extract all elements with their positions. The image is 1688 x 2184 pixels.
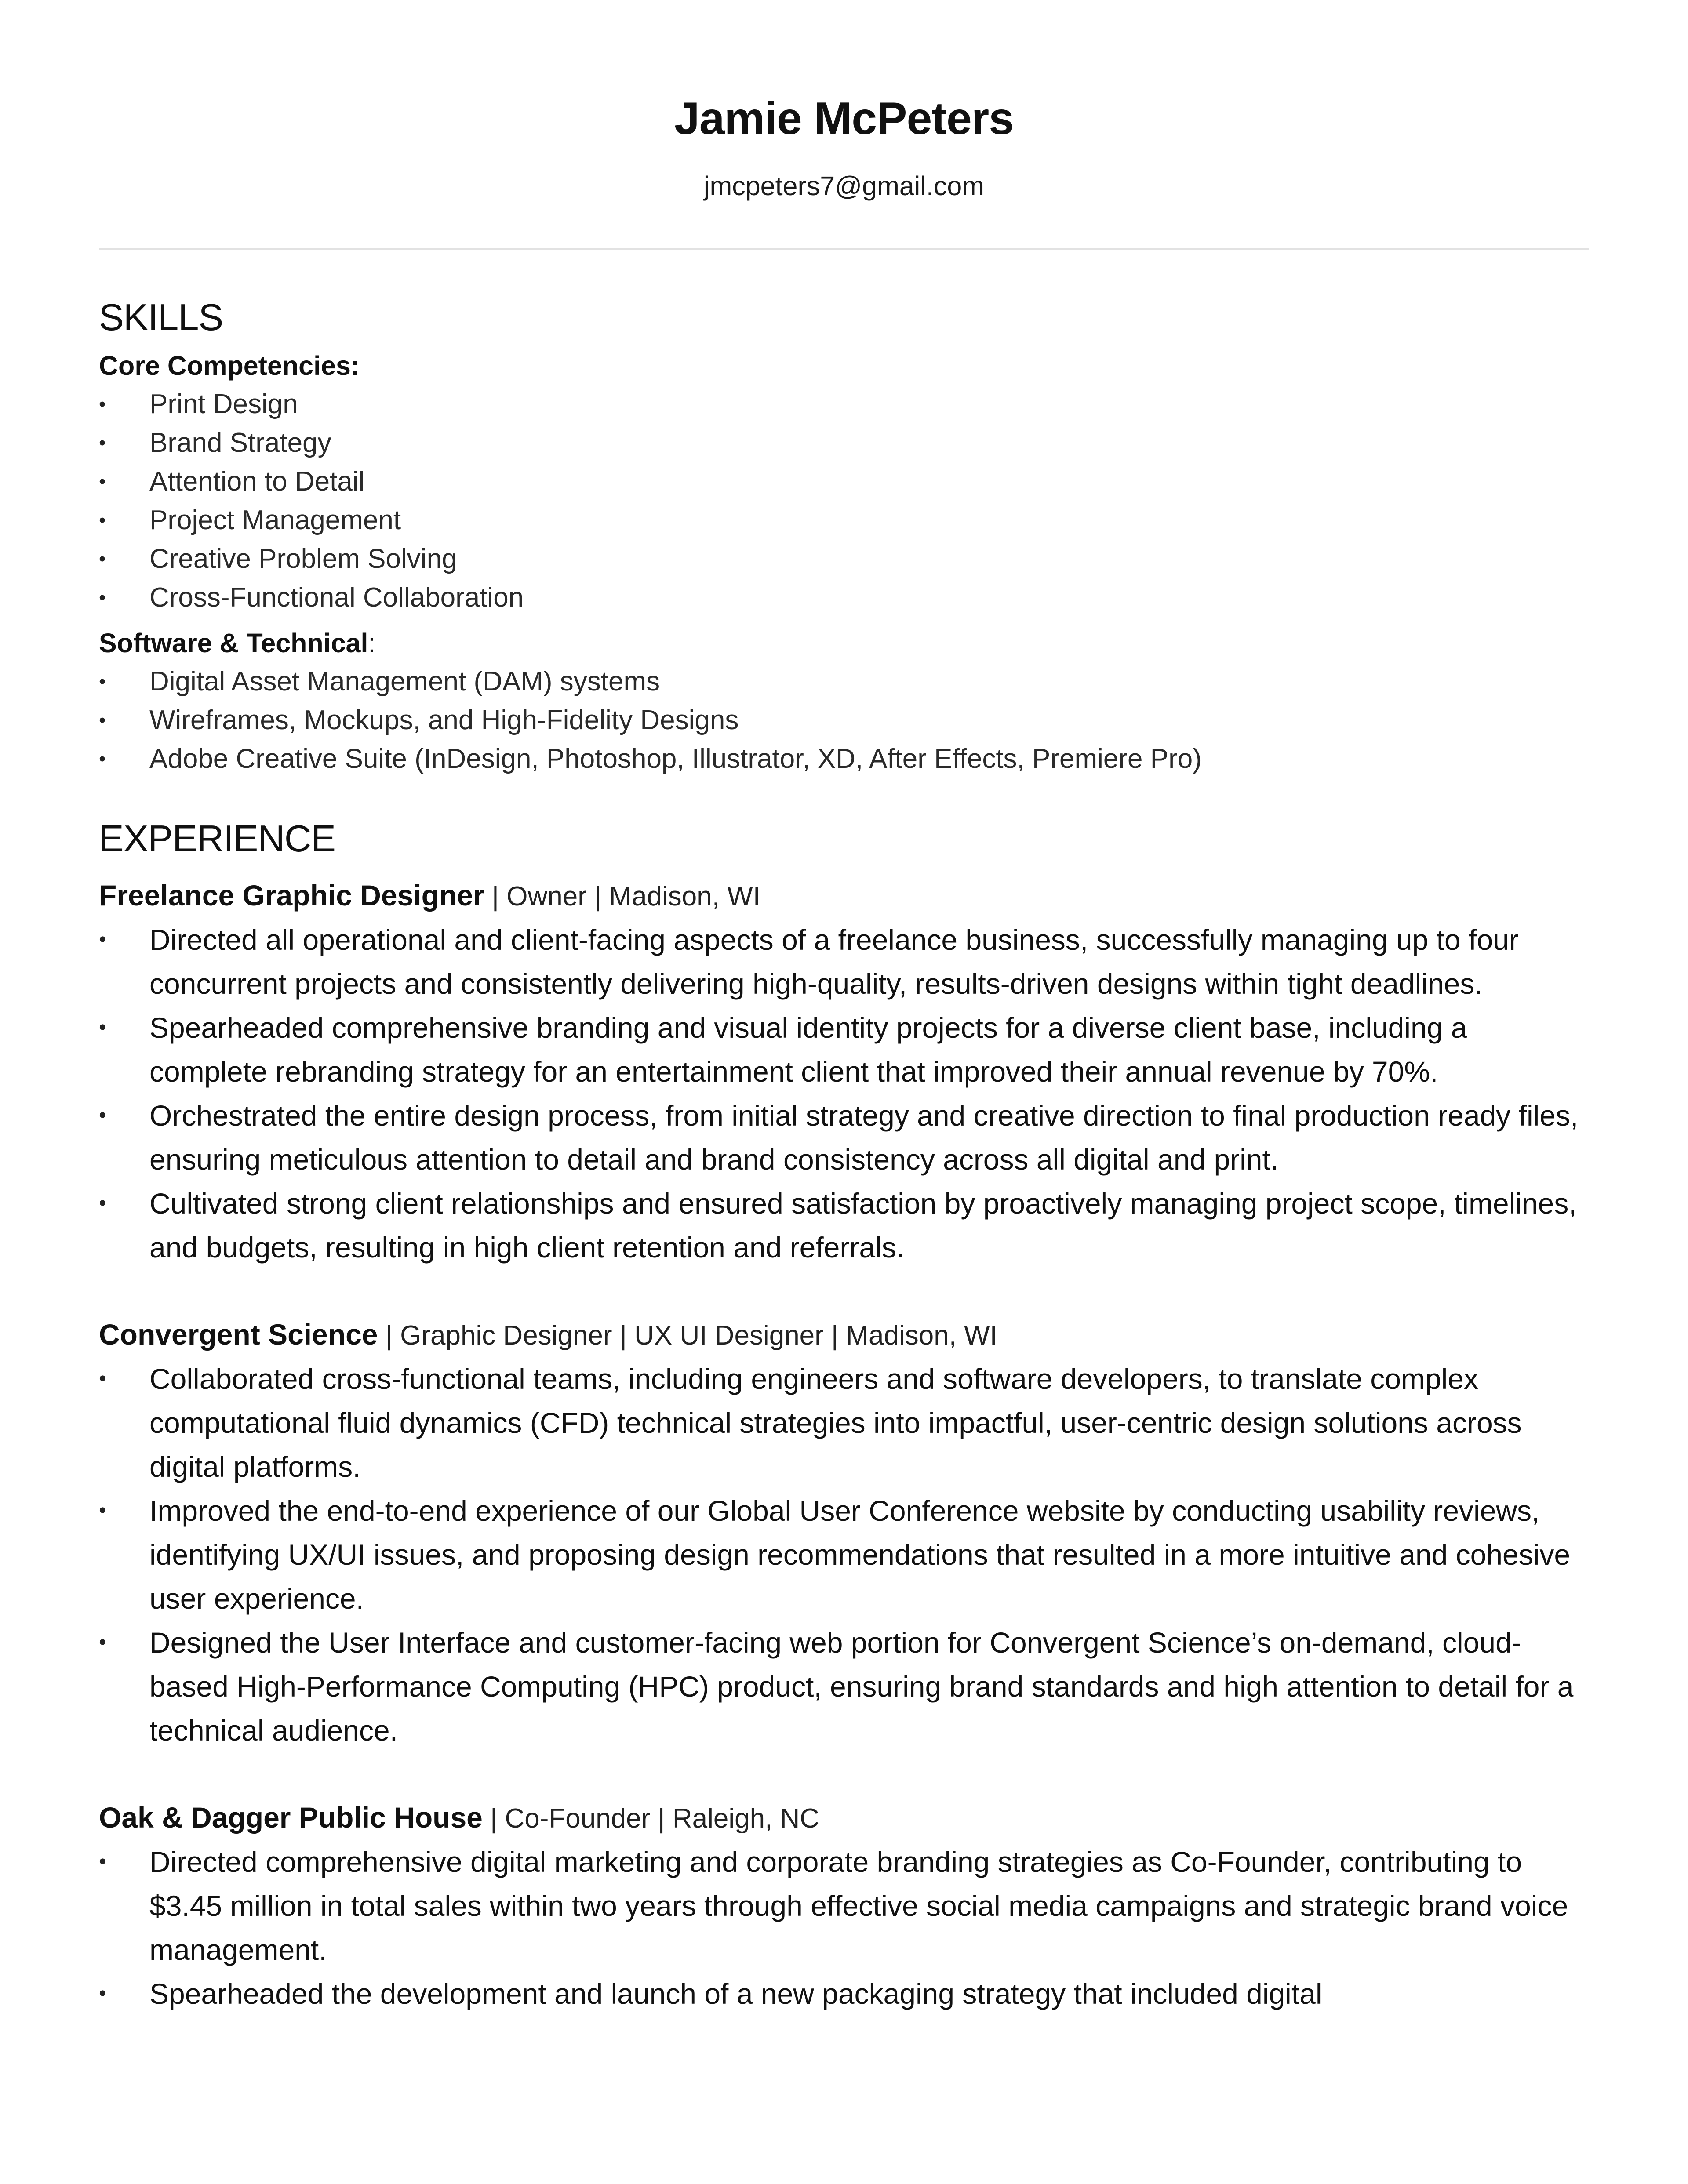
core-competencies-list: [99, 385, 1589, 617]
list-item: • Collaborated cross-functional teams, including engineers and software developers, to translate complex computational fluid dynamics (CFD) technical strategies into impactful, user-centric design solutions across digital platforms.: [99, 1357, 1589, 1489]
job-title-line: [99, 1796, 1589, 1840]
job-bullets: [99, 1357, 1589, 1752]
list-item: • Orchestrated the entire design process, from initial strategy and creative direction to final production ready files, ensuring meticulous attention to detail and brand consistency across all digital and print.: [99, 1094, 1589, 1181]
list-item: • Digital Asset Management (DAM) systems: [99, 662, 1589, 701]
job-bullets: [99, 918, 1589, 1269]
list-item: • Directed comprehensive digital marketing and corporate branding strategies as Co-Founder, contributing to $3.45 million in total sales within two years through effective social media campaigns and strategic brand voice management.: [99, 1840, 1589, 1972]
skills-heading: SKILLS: [99, 297, 223, 338]
software-technical-colon: :: [368, 628, 376, 658]
software-technical-text: Software & Technical: [99, 628, 368, 658]
job-title-line: [99, 1313, 1589, 1357]
list-item: • Improved the end-to-end experience of our Global User Conference website by conducting usability reviews, identifying UX/UI issues, and proposing design recommendations that resulted in a more intuitive and cohesive user experience.: [99, 1489, 1589, 1621]
list-item: • Attention to Detail: [99, 462, 1589, 501]
job-company: Convergent Science: [99, 1318, 378, 1351]
list-item: • Spearheaded the development and launch of a new packaging strategy that included digital: [99, 1972, 1589, 2016]
list-item: • Wireframes, Mockups, and High-Fidelity Designs: [99, 701, 1589, 740]
list-item: • Cultivated strong client relationships and ensured satisfaction by proactively managing project scope, timelines, and budgets, resulting in high client retention and referrals.: [99, 1181, 1589, 1269]
job-meta: | Owner | Madison, WI: [484, 881, 760, 912]
list-item: • Cross-Functional Collaboration: [99, 578, 1589, 617]
job-entry: [99, 1796, 1589, 2016]
skills-section: [99, 296, 1589, 778]
list-item: • Directed all operational and client-facing aspects of a freelance business, successfully managing up to four concurrent projects and consistently delivering high-quality, results-driven designs within tight deadlines.: [99, 918, 1589, 1006]
software-technical-label: [99, 624, 1589, 662]
header-divider: [99, 248, 1589, 250]
experience-section: [99, 817, 1589, 2016]
job-meta: | Co-Founder | Raleigh, NC: [482, 1803, 820, 1834]
list-item: • Brand Strategy: [99, 424, 1589, 462]
list-item: • Creative Problem Solving: [99, 540, 1589, 578]
job-entry: [99, 1313, 1589, 1752]
job-bullets: [99, 1840, 1589, 2016]
list-item: • Project Management: [99, 501, 1589, 540]
list-item: • Print Design: [99, 385, 1589, 424]
software-technical-list: [99, 662, 1589, 778]
job-company: Freelance Graphic Designer: [99, 879, 484, 912]
contact-email: jmcpeters7@gmail.com: [703, 171, 985, 201]
list-item: • Designed the User Interface and customer-facing web portion for Convergent Science’s on-demand, cloud-based High-Performance Computing (HPC) product, ensuring brand standards and high attention to detail for a technical audience.: [99, 1621, 1589, 1752]
list-item: • Adobe Creative Suite (InDesign, Photoshop, Illustrator, XD, After Effects, Premiere Pro): [99, 740, 1589, 778]
job-meta: | Graphic Designer | UX UI Designer | Madison, WI: [378, 1320, 997, 1351]
list-item: • Spearheaded comprehensive branding and visual identity projects for a diverse client base, including a complete rebranding strategy for an entertainment client that improved their annual revenue by 70%.: [99, 1006, 1589, 1094]
job-company: Oak & Dagger Public House: [99, 1801, 483, 1834]
candidate-name: Jamie McPeters: [674, 93, 1014, 144]
job-entry: [99, 874, 1589, 1269]
resume-header: [99, 0, 1589, 204]
job-title-line: [99, 874, 1589, 918]
core-competencies-label: Core Competencies:: [99, 351, 360, 381]
experience-heading: EXPERIENCE: [99, 818, 335, 860]
